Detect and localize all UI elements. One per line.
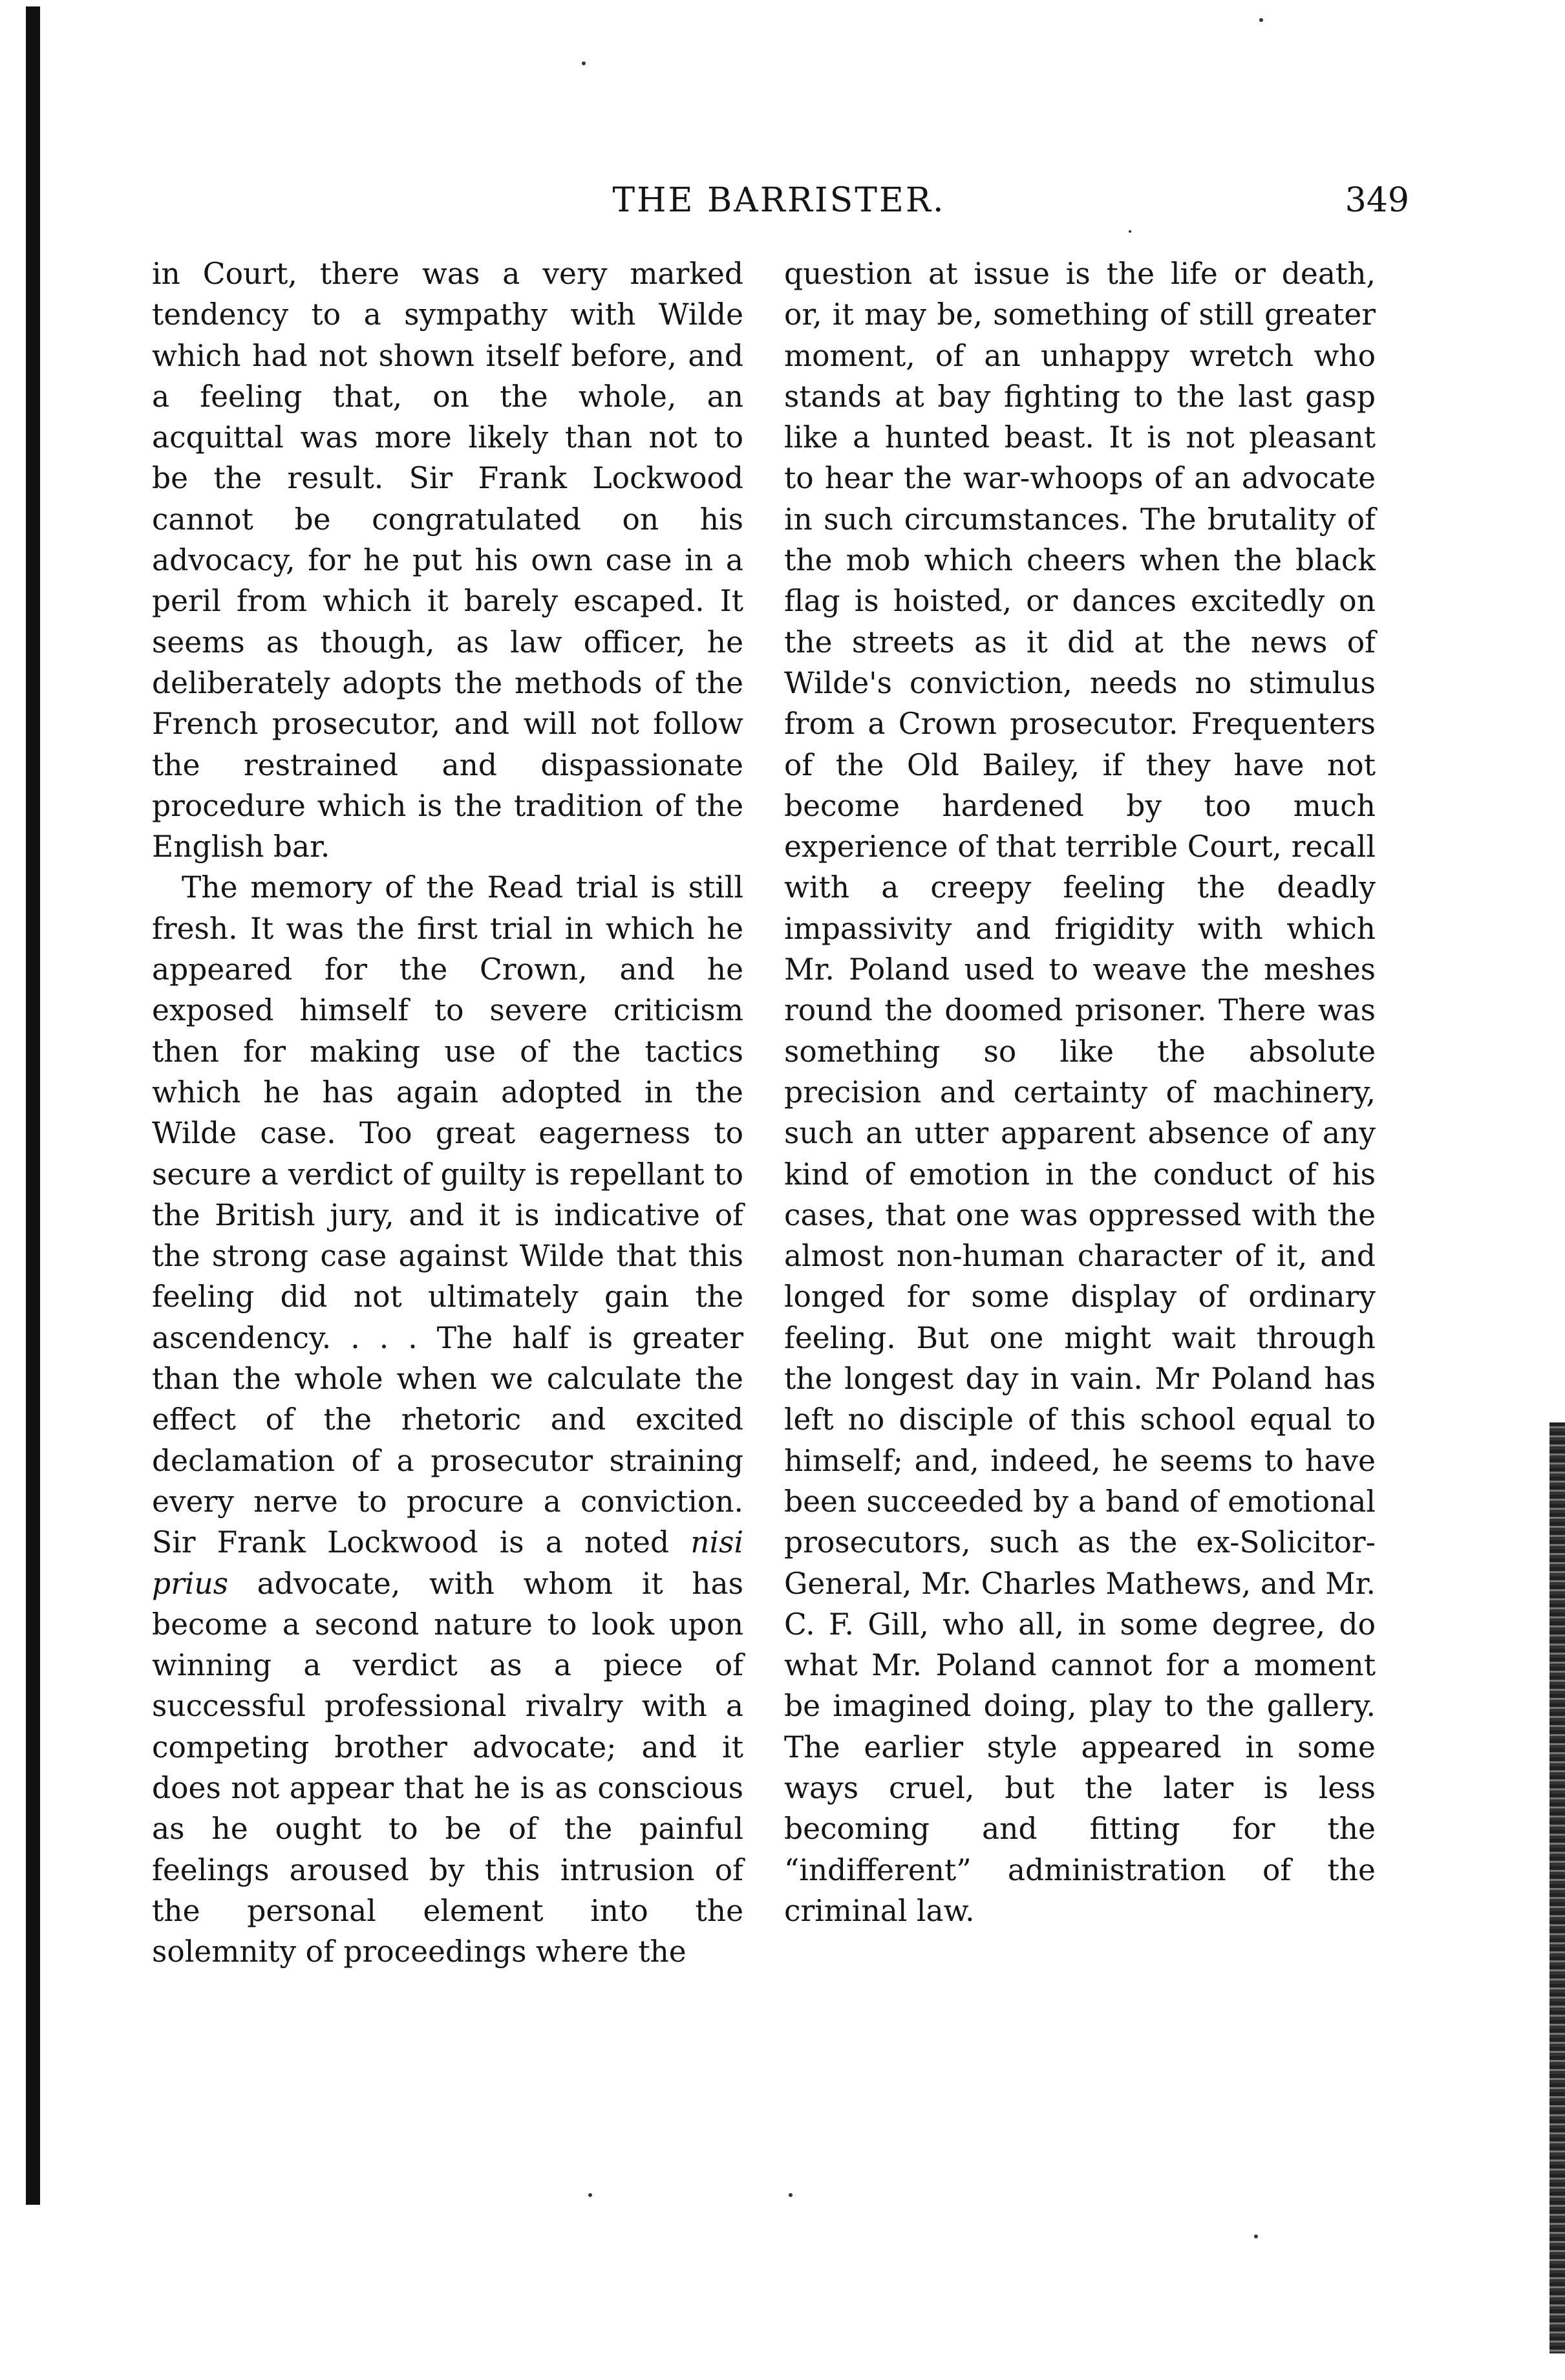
right-column <box>784 253 1376 1931</box>
paragraph-text: advocate, with whom it has become a second nature to look upon winning a verdict as a piece of successful professional rivalry with a competing brother advocate; and it does not appear that he is as conscious as he ought to be of the painful feelings aroused by this intrusion of the personal element into the solemnity of proceedings where the <box>152 1566 743 1969</box>
page-header <box>149 175 1409 226</box>
running-title: THE BARRISTER. <box>612 181 946 220</box>
page-number: 349 <box>1345 181 1409 220</box>
left-column <box>152 253 743 1972</box>
paragraph: question at issue is the life or death, or, it may be, something of still greater moment, of an unhappy wretch who stands at bay fighting to the last gasp like a hunted beast. It is not pleasant to hear the war-whoops of an advocate in such circumstances. The brutality of the mob which cheers when the black flag is hoisted, or dances excitedly on the streets as it did at the news of Wilde's conviction, needs no stimulus from a Crown prosecutor. Frequenters of the Old Bailey, if they have not become hardened by too much experience of that terrible Court, recall with a creepy feeling the deadly impassivity and frigidity with which Mr. Poland used to weave the meshes round the doomed prisoner. There was something so like the absolute precision and certainty of machinery, such an utter apparent absence of any kind of emotion in the conduct of his cases, that one was oppressed with the almost non-human character of it, and longed for some display of ordinary feeling. But one might wait through the longest day in vain. Mr Poland has left no disciple of this school equal to himself; and, indeed, he seems to have been succeeded by a band of emotional prosecutors, such as the ex-Solicitor-General, Mr. Charles Mathews, and Mr. C. F. Gill, who all, in some degree, do what Mr. Poland cannot for a moment be imagined doing, play to the gallery. The earlier style appeared in some ways cruel, but the later is less becoming and fitting for the “indifferent” administration of the criminal law. <box>784 257 1376 1928</box>
scan-speck <box>582 61 586 65</box>
scan-right-edge <box>1549 1422 1565 2353</box>
italic-term: nisi prius <box>152 1525 743 1601</box>
scan-speck <box>789 2193 793 2197</box>
paragraph <box>152 867 743 1972</box>
scan-speck <box>1254 2235 1258 2238</box>
scan-left-edge <box>26 6 40 2205</box>
scan-speck <box>588 2193 592 2197</box>
scan-speck <box>1129 230 1131 233</box>
paragraph-text: The memory of the Read trial is still fresh. It was the first trial in which he appeared for the Crown, and he exposed himself to severe criticism then for making use of the tactics which he has again adopted in the Wilde case. Too great eagerness to secure a verdict of guilty is repellant to the British jury, and it is indicative of the strong case against Wilde that this feeling did not ultimately gain the ascendency. . . . The half is greater than the whole when we calculate the effect of the rhetoric and excited declamation of a prosecutor straining every nerve to procure a conviction. Sir Frank Lockwood is a noted <box>152 870 743 1560</box>
paragraph: in Court, there was a very marked tendency to a sympathy with Wilde which had not shown itself before, and a feeling that, on the whole, an acquittal was more likely than not to be the result. Sir Frank Lockwood cannot be congratulated on his advocacy, for he put his own case in a peril from which it barely escaped. It seems as though, as law officer, he deliberately adopts the methods of the French prosecutor, and will not follow the restrained and dispassionate procedure which is the tradition of the English bar. <box>152 257 743 864</box>
scan-speck <box>1259 18 1263 22</box>
